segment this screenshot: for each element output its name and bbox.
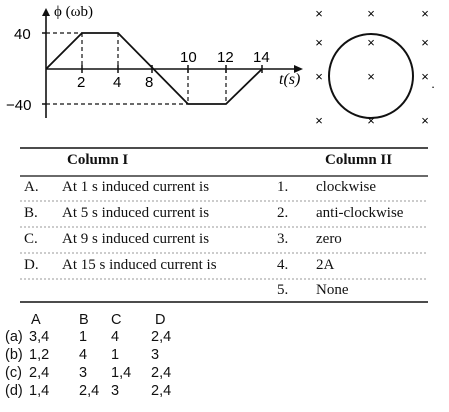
option-c-value: 4 bbox=[111, 329, 120, 345]
x-tick-label-10: 10 bbox=[180, 49, 197, 66]
option-a-value: 1,2 bbox=[29, 347, 50, 363]
x-tick-label-2: 2 bbox=[77, 74, 86, 91]
field-cross: × bbox=[367, 35, 375, 50]
field-cross: × bbox=[421, 35, 429, 50]
row-letter: D. bbox=[24, 257, 39, 273]
y-tick-label-minus40: −40 bbox=[6, 97, 32, 114]
option-col-header: A bbox=[31, 312, 41, 328]
field-cross: × bbox=[315, 35, 323, 50]
option-label: (a) bbox=[5, 329, 23, 345]
option-a-value: 1,4 bbox=[29, 383, 50, 399]
option-a-value: 2,4 bbox=[29, 365, 50, 381]
option-col-header: C bbox=[111, 312, 122, 328]
row-statement: At 1 s induced current is bbox=[62, 179, 210, 195]
option-d-value: 2,4 bbox=[151, 365, 172, 381]
row-number: 4. bbox=[277, 257, 289, 273]
row-statement: At 15 s induced current is bbox=[62, 257, 217, 273]
magnetic-field-figure bbox=[315, 6, 435, 128]
field-cross: × bbox=[367, 6, 375, 21]
y-tick-label-40: 40 bbox=[14, 26, 31, 43]
flux-time-graph bbox=[0, 0, 449, 150]
row-answer: 2A bbox=[316, 257, 335, 273]
x-tick-label-12: 12 bbox=[217, 49, 234, 66]
row-number: 5. bbox=[277, 282, 289, 298]
option-c-value: 3 bbox=[111, 383, 120, 399]
x-tick-label-8: 8 bbox=[145, 74, 154, 91]
x-tick-label-14: 14 bbox=[253, 49, 270, 66]
option-label: (c) bbox=[5, 365, 22, 381]
field-cross: × bbox=[367, 69, 375, 84]
row-letter: A. bbox=[24, 179, 39, 195]
row-number: 3. bbox=[277, 231, 289, 247]
row-answer: None bbox=[316, 282, 349, 298]
x-axis-label: t(s) bbox=[279, 71, 301, 88]
option-col-header: B bbox=[79, 312, 89, 328]
option-c-value: 1 bbox=[111, 347, 120, 363]
option-d-value: 3 bbox=[151, 347, 160, 363]
row-answer: zero bbox=[316, 231, 342, 247]
x-tick-label-4: 4 bbox=[113, 74, 122, 91]
option-label: (d) bbox=[5, 383, 23, 399]
option-b-value: 4 bbox=[79, 347, 88, 363]
y-axis-label: ϕ (ωb) bbox=[54, 4, 94, 20]
field-cross: × bbox=[421, 113, 429, 128]
option-a-value: 3,4 bbox=[29, 329, 50, 345]
option-d-value: 2,4 bbox=[151, 329, 172, 345]
option-b-value: 2,4 bbox=[79, 383, 100, 399]
option-col-header: D bbox=[155, 312, 166, 328]
column-1-header: Column I bbox=[67, 152, 129, 168]
field-cross: × bbox=[421, 69, 429, 84]
row-number: 1. bbox=[277, 179, 289, 195]
row-statement: At 5 s induced current is bbox=[62, 205, 210, 221]
option-d-value: 2,4 bbox=[151, 383, 172, 399]
field-cross: × bbox=[315, 113, 323, 128]
option-b-value: 1 bbox=[79, 329, 88, 345]
field-cross: × bbox=[315, 6, 323, 21]
column-2-header: Column II bbox=[325, 152, 393, 168]
field-cross: × bbox=[367, 113, 375, 128]
row-number: 2. bbox=[277, 205, 289, 221]
option-label: (b) bbox=[5, 347, 23, 363]
row-answer: clockwise bbox=[316, 179, 376, 195]
field-cross: × bbox=[315, 69, 323, 84]
row-statement: At 9 s induced current is bbox=[62, 231, 210, 247]
row-letter: B. bbox=[24, 205, 38, 221]
field-cross: × bbox=[421, 6, 429, 21]
row-letter: C. bbox=[24, 231, 38, 247]
option-c-value: 1,4 bbox=[111, 365, 132, 381]
row-answer: anti-clockwise bbox=[316, 205, 404, 221]
y-axis-arrow bbox=[42, 8, 50, 16]
field-dot: . bbox=[431, 76, 435, 91]
option-b-value: 3 bbox=[79, 365, 88, 381]
